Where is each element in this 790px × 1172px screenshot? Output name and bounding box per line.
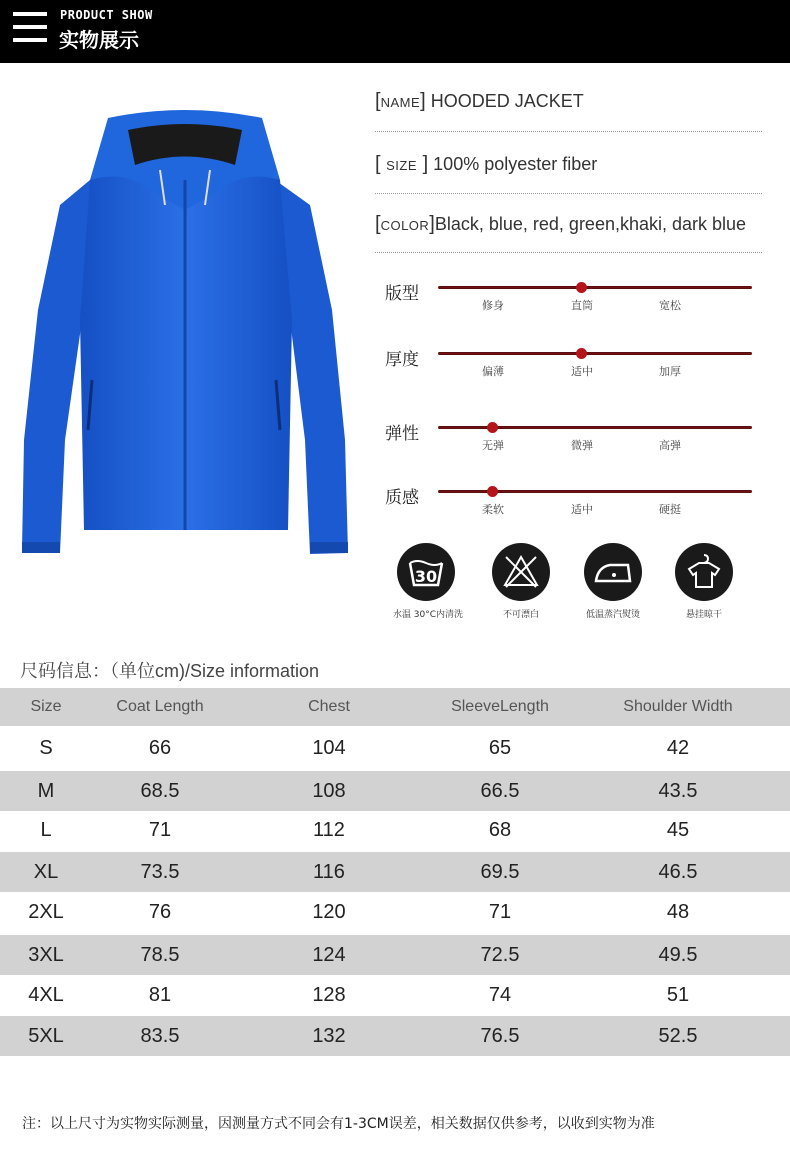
care-caption: 水温 30°C内清洗 — [392, 610, 464, 620]
table-cell: 68.5 — [140, 780, 180, 802]
attribute-option: 偏薄 — [482, 365, 504, 378]
attribute-option: 无弹 — [482, 439, 504, 452]
wash-temp-label: 30 — [414, 567, 438, 586]
table-row — [0, 1016, 790, 1056]
table-cell: L — [40, 819, 52, 841]
attribute-option: 柔软 — [482, 503, 504, 516]
table-cell: 65 — [488, 737, 512, 759]
hang-dry-icon — [675, 543, 733, 601]
table-row — [0, 810, 790, 850]
spec-size-tag: SIZE — [386, 158, 418, 173]
attribute-option: 加厚 — [659, 365, 681, 378]
table-row — [0, 728, 790, 768]
table-cell: 3XL — [28, 944, 64, 966]
table-cell: 46.5 — [658, 861, 698, 883]
jacket-image — [20, 110, 355, 560]
table-cell: 4XL — [28, 984, 64, 1006]
table-cell: S — [39, 737, 53, 759]
table-cell: 128 — [312, 984, 346, 1006]
table-row — [0, 935, 790, 975]
table-cell: 76.5 — [480, 1025, 520, 1047]
attribute-option: 硬挺 — [659, 503, 681, 516]
table-cell: 69.5 — [480, 861, 520, 883]
spec-size: [ SIZE ] 100% polyester fiber — [375, 153, 598, 175]
table-row — [0, 892, 790, 932]
table-cell: 72.5 — [480, 944, 520, 966]
spec-color: [COLOR]Black, blue, red, green,khaki, dark blue — [375, 213, 747, 235]
table-cell: 83.5 — [140, 1025, 180, 1047]
table-cell: 43.5 — [658, 780, 698, 802]
header-title-cn: 实物展示 — [59, 28, 139, 52]
table-cell: 104 — [312, 737, 346, 759]
table-cell: 81 — [148, 984, 172, 1006]
spec-color-value: Black, blue, red, green,khaki, dark blue — [434, 214, 747, 234]
table-header-cell: SleeveLength — [451, 698, 549, 715]
no-bleach-icon — [492, 543, 550, 601]
attribute-option: 适中 — [571, 365, 593, 378]
table-cell: 71 — [148, 819, 172, 841]
table-cell: 116 — [313, 861, 345, 883]
care-caption: 低温蒸汽熨烫 — [585, 610, 640, 620]
attribute-scale-line — [438, 286, 752, 289]
table-cell: 74 — [488, 984, 512, 1006]
care-caption: 悬挂晾干 — [685, 610, 722, 620]
table-cell: 68 — [488, 819, 512, 841]
spec-color-tag: COLOR — [380, 218, 430, 233]
header-title-en: PRODUCT SHOW — [60, 8, 153, 22]
attribute-scale-marker — [576, 282, 587, 293]
attribute-scale-marker — [576, 348, 587, 359]
table-row — [0, 975, 790, 1015]
attribute-label: 版型 — [385, 284, 419, 304]
table-header-cell: Chest — [308, 698, 350, 715]
table-cell: 66.5 — [480, 780, 520, 802]
table-cell: 66 — [148, 737, 172, 759]
size-info-title: 尺码信息：（单位cm)/Size information — [20, 661, 320, 681]
table-header-cell: Size — [30, 698, 62, 715]
divider — [375, 252, 762, 253]
menu-icon[interactable] — [13, 12, 47, 48]
attribute-option: 高弹 — [659, 439, 681, 452]
table-cell: 42 — [666, 737, 690, 759]
table-cell: 132 — [312, 1025, 346, 1047]
divider — [375, 193, 762, 194]
table-header-row — [0, 688, 790, 726]
spec-name-tag: NAME — [380, 95, 421, 110]
attribute-label: 厚度 — [385, 350, 419, 370]
attribute-scale-marker — [487, 422, 498, 433]
table-row — [0, 852, 790, 892]
attribute-option: 适中 — [571, 503, 593, 516]
table-cell: 108 — [312, 780, 346, 802]
care-caption: 不可漂白 — [502, 610, 539, 620]
attribute-label: 质感 — [385, 488, 419, 508]
table-cell: XL — [33, 861, 59, 883]
table-cell: 48 — [666, 901, 690, 923]
divider — [375, 131, 762, 132]
table-header-cell: Coat Length — [116, 698, 204, 715]
table-cell: 78.5 — [140, 944, 180, 966]
spec-name-value: HOODED JACKET — [430, 91, 584, 111]
attribute-option: 直筒 — [571, 299, 593, 312]
measurement-note: 注：以上尺寸为实物实际测量，因测量方式不同会有1-3CM误差，相关数据仅供参考，以收到实物为准 — [22, 1116, 655, 1132]
table-cell: 51 — [666, 984, 690, 1006]
table-cell: 52.5 — [658, 1025, 698, 1047]
table-cell: 5XL — [28, 1025, 64, 1047]
table-cell: 2XL — [28, 901, 64, 923]
spec-size-value: 100% polyester fiber — [433, 154, 598, 174]
attribute-option: 宽松 — [659, 299, 681, 312]
attribute-scale-marker — [487, 486, 498, 497]
table-cell: 112 — [313, 819, 345, 841]
attribute-label: 弹性 — [385, 424, 419, 444]
table-cell: 45 — [666, 819, 690, 841]
table-cell: 76 — [148, 901, 172, 923]
table-cell: 71 — [488, 901, 512, 923]
attribute-scale-line — [438, 352, 752, 355]
table-cell: M — [37, 780, 55, 802]
attribute-option: 修身 — [482, 299, 504, 312]
wash-30-icon — [397, 543, 455, 601]
attribute-option: 微弹 — [571, 439, 593, 452]
table-row — [0, 771, 790, 811]
low-iron-icon — [584, 543, 642, 601]
attribute-scale-line — [438, 490, 752, 493]
spec-name: [NAME] HOODED JACKET — [375, 90, 584, 112]
table-cell: 120 — [312, 901, 346, 923]
table-cell: 73.5 — [140, 861, 180, 883]
table-cell: 49.5 — [658, 944, 698, 966]
page-header — [0, 0, 790, 63]
table-header-cell: Shoulder Width — [623, 698, 733, 715]
attribute-scale-line — [438, 426, 752, 429]
table-cell: 124 — [312, 944, 346, 966]
